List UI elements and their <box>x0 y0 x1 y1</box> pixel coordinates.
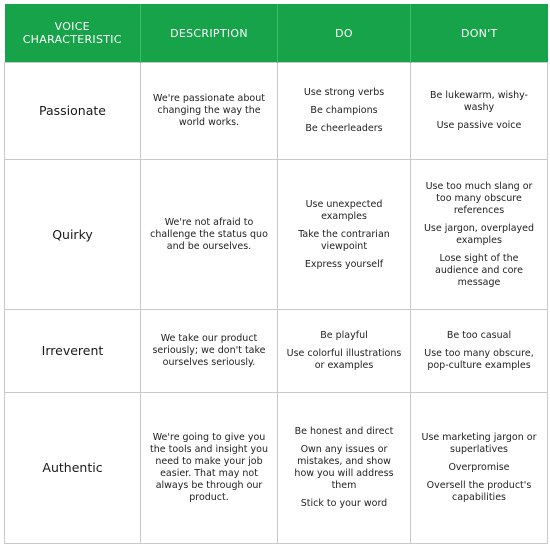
table-body <box>5 63 548 544</box>
description-cell: We're going to give you the tools and insight you need to make your job easier. That may not always be through our product. <box>141 393 278 544</box>
table-row <box>5 310 548 393</box>
dont-item: Oversell the product's capabilities <box>426 480 532 503</box>
do-item: Express yourself <box>304 258 384 270</box>
do-cell <box>278 393 411 544</box>
characteristic-cell: Irreverent <box>5 310 141 393</box>
dont-item: Lose sight of the audience and core message <box>435 252 523 288</box>
dont-item: Use too much slang or too many obscure references <box>425 180 533 216</box>
do-item: Be playful <box>320 330 368 341</box>
do-item: Be champions <box>310 105 378 116</box>
description-cell: We're passionate about changing the way the world works. <box>141 63 278 160</box>
do-item: Be honest and direct <box>294 426 394 437</box>
description-cell: We take our product seriously; we don't take ourselves seriously. <box>141 310 278 393</box>
dont-cell <box>411 393 548 544</box>
do-cell <box>278 160 411 310</box>
dont-cell <box>411 63 548 160</box>
header-row <box>5 4 548 63</box>
do-item: Take the contrarian viewpoint <box>298 228 390 252</box>
do-item: Own any issues or mistakes, and show how you will address them <box>294 444 394 491</box>
table-header <box>5 4 548 63</box>
dont-item: Use passive voice <box>436 120 522 131</box>
description-cell: We're not afraid to challenge the status quo and be ourselves. <box>141 160 278 310</box>
header-dont: DON'T <box>411 4 548 63</box>
do-item: Be cheerleaders <box>305 123 383 134</box>
characteristic-cell: Authentic <box>5 393 141 544</box>
characteristic-cell: Quirky <box>5 160 141 310</box>
do-cell <box>278 63 411 160</box>
table-row <box>5 393 548 544</box>
header-do: DO <box>278 4 411 63</box>
header-description: DESCRIPTION <box>141 4 278 63</box>
do-item: Stick to your word <box>300 498 388 509</box>
dont-item: Be lukewarm, wishy-washy <box>430 90 528 113</box>
dont-item: Be too casual <box>446 330 512 341</box>
do-item: Use unexpected examples <box>305 198 383 222</box>
table-row <box>5 63 548 160</box>
dont-item: Overpromise <box>448 462 510 473</box>
characteristic-cell: Passionate <box>5 63 141 160</box>
dont-cell <box>411 160 548 310</box>
do-item: Use strong verbs <box>303 87 385 98</box>
do-cell <box>278 310 411 393</box>
header-voice-characteristic: VOICE CHARACTERISTIC <box>5 4 141 63</box>
voice-table <box>4 4 548 544</box>
dont-item: Use too many obscure, pop-culture examples <box>424 348 534 371</box>
dont-item: Use marketing jargon or superlatives <box>421 432 537 455</box>
dont-cell <box>411 310 548 393</box>
table-row <box>5 160 548 310</box>
dont-item: Use jargon, overplayed examples <box>423 222 535 246</box>
do-item: Use colorful illustrations or examples <box>286 348 402 371</box>
